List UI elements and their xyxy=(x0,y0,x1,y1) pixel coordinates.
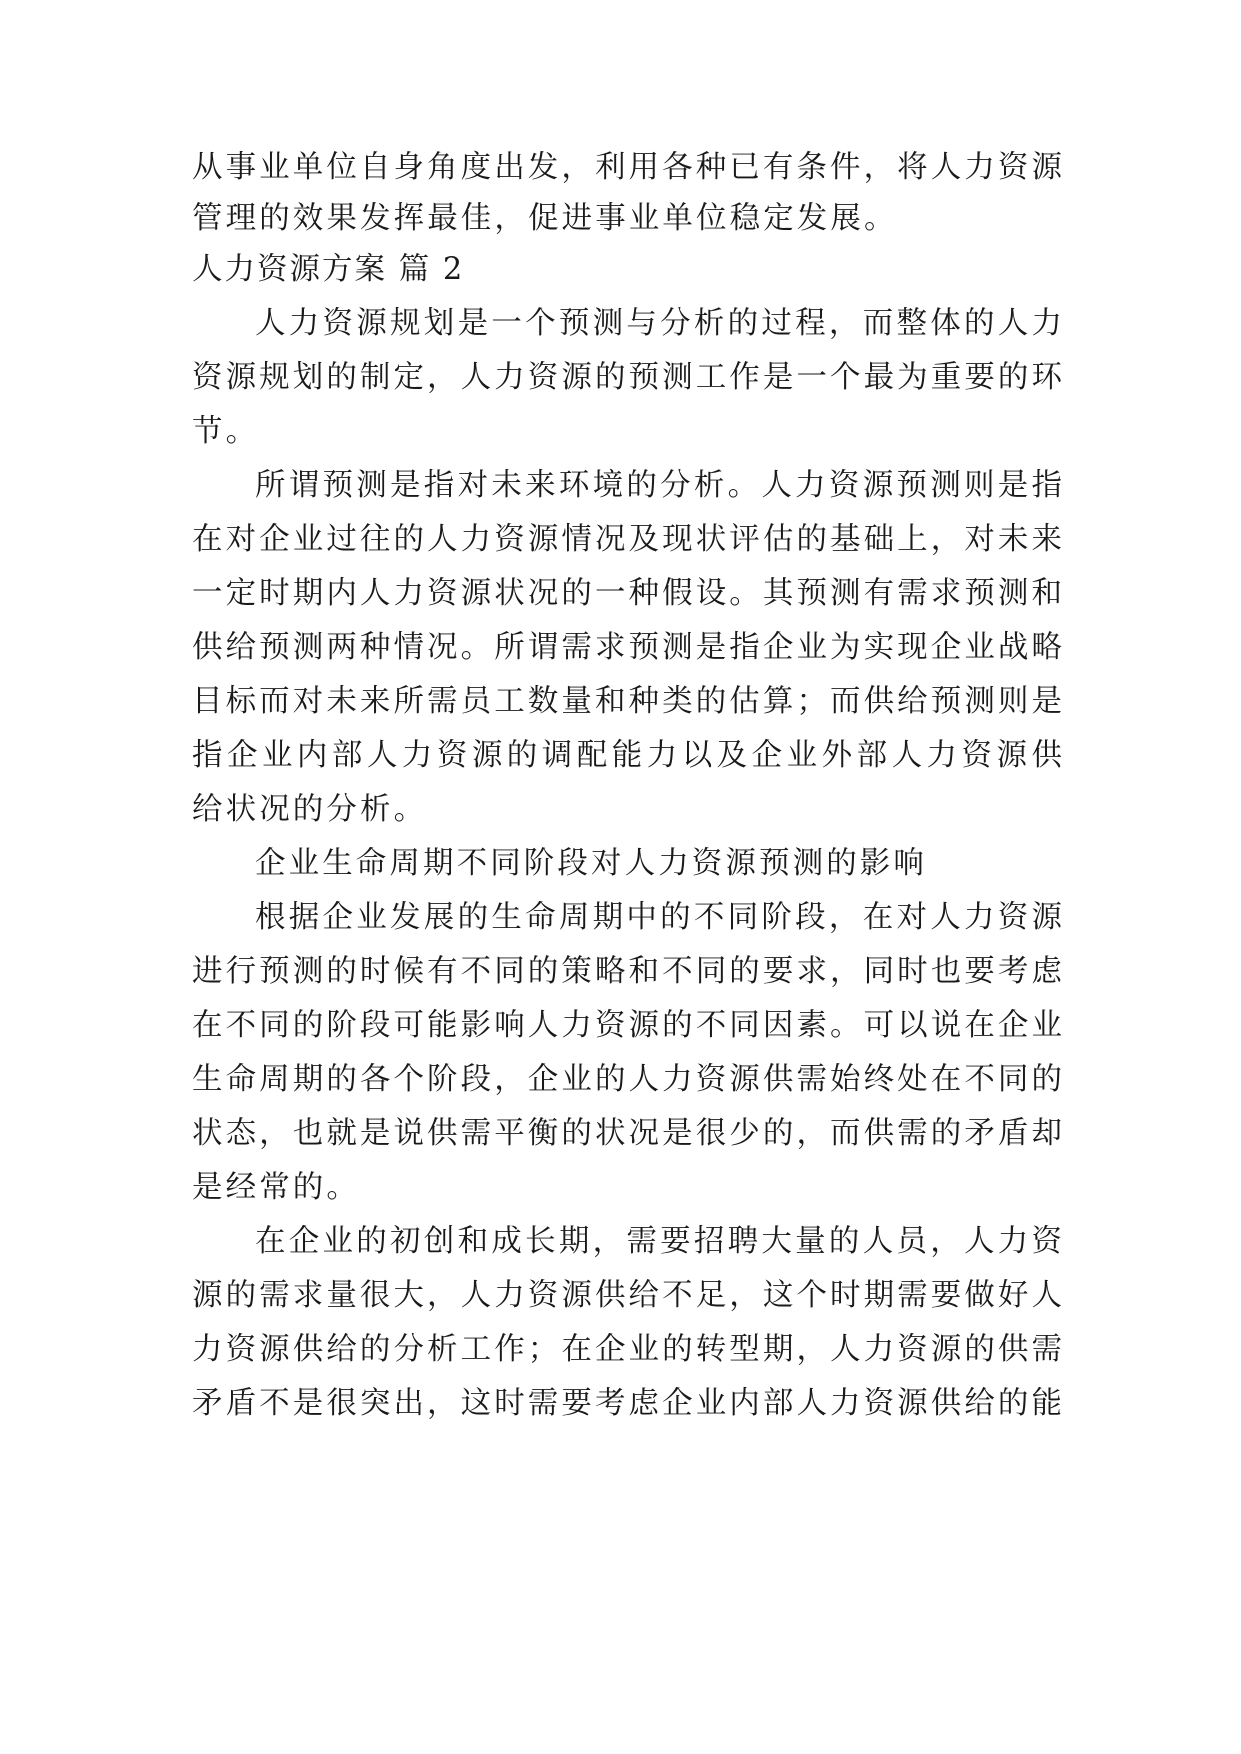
paragraph-line: 指企业内部人力资源的调配能力以及企业外部人力资源供 xyxy=(192,738,1062,773)
subheading-line: 企业生命周期不同阶段对人力资源预测的影响 xyxy=(255,846,927,881)
paragraph-line: 在不同的阶段可能影响人力资源的不同因素。可以说在企业 xyxy=(192,1008,1062,1043)
paragraph-line: 资源规划的制定，人力资源的预测工作是一个最为重要的环 xyxy=(192,360,1062,395)
paragraph-line: 所谓预测是指对未来环境的分析。人力资源预测则是指 xyxy=(255,468,1062,503)
paragraph-line: 从事业单位自身角度出发，利用各种已有条件，将人力资源 xyxy=(192,150,1062,185)
paragraph-line: 进行预测的时候有不同的策略和不同的要求，同时也要考虑 xyxy=(192,954,1062,989)
paragraph-line: 节。 xyxy=(192,414,260,449)
paragraph-line: 生命周期的各个阶段，企业的人力资源供需始终处在不同的 xyxy=(192,1062,1062,1097)
paragraph-line: 根据企业发展的生命周期中的不同阶段，在对人力资源 xyxy=(255,900,1062,935)
paragraph-line: 源的需求量很大，人力资源供给不足，这个时期需要做好人 xyxy=(192,1278,1062,1313)
paragraph-line: 供给预测两种情况。所谓需求预测是指企业为实现企业战略 xyxy=(192,630,1062,665)
paragraph-line: 力资源供给的分析工作；在企业的转型期，人力资源的供需 xyxy=(192,1332,1062,1367)
paragraph-line: 目标而对未来所需员工数量和种类的估算；而供给预测则是 xyxy=(192,684,1062,719)
paragraph-line: 矛盾不是很突出，这时需要考虑企业内部人力资源供给的能 xyxy=(192,1386,1062,1421)
paragraph-line: 人力资源规划是一个预测与分析的过程，而整体的人力 xyxy=(255,306,1062,341)
paragraph-line: 是经常的。 xyxy=(192,1170,360,1205)
paragraph-line: 状态，也就是说供需平衡的状况是很少的，而供需的矛盾却 xyxy=(192,1116,1062,1151)
section-heading: 人力资源方案 篇 2 xyxy=(192,252,465,287)
paragraph-line: 在对企业过往的人力资源情况及现状评估的基础上，对未来 xyxy=(192,522,1062,557)
paragraph-line: 管理的效果发挥最佳，促进事业单位稳定发展。 xyxy=(192,201,898,236)
paragraph-line: 给状况的分析。 xyxy=(192,792,428,827)
paragraph-line: 一定时期内人力资源状况的一种假设。其预测有需求预测和 xyxy=(192,576,1062,611)
paragraph-line: 在企业的初创和成长期，需要招聘大量的人员，人力资 xyxy=(255,1224,1062,1259)
